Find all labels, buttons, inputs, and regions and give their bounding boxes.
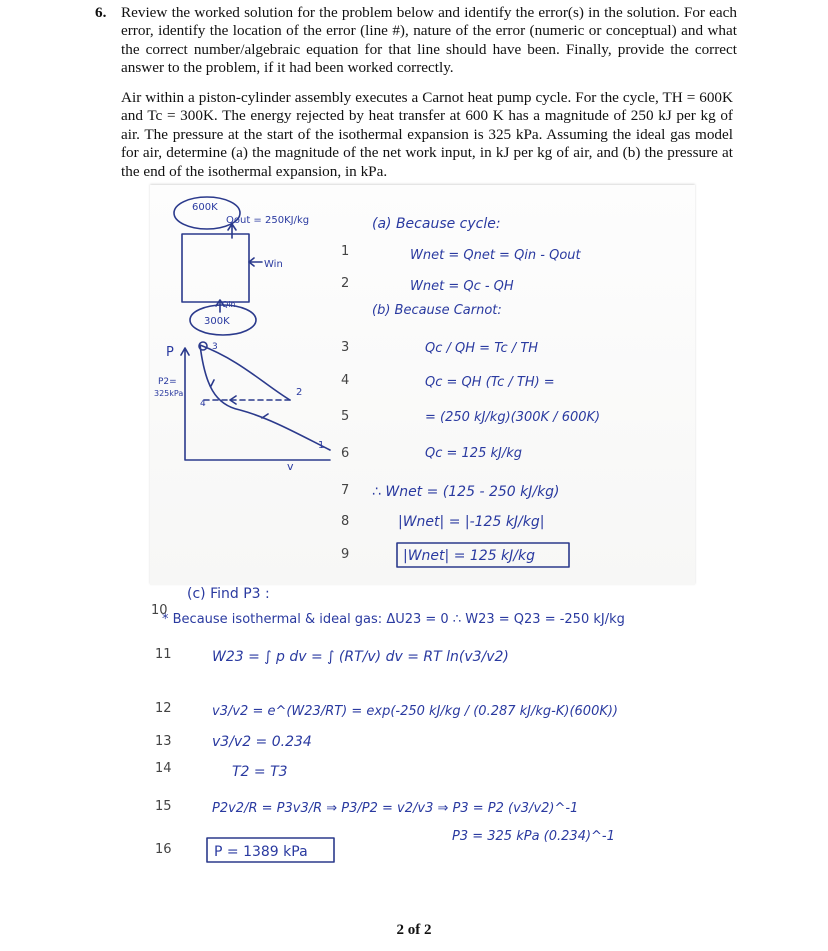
- part-a-heading: (a) Because cycle:: [372, 216, 501, 232]
- q-out-label: Qout = 250KJ/kg: [226, 215, 310, 226]
- v-axis-label: v: [287, 460, 294, 473]
- hot-reservoir-label: 600K: [192, 202, 218, 213]
- line-number: 16: [155, 842, 172, 857]
- solution-line-6: Qc = 125 kJ/kg: [425, 446, 523, 461]
- solution-line-15b: P3 = 325 kPa (0.234)^-1: [452, 829, 615, 844]
- line-number: 10: [151, 603, 168, 618]
- p2-value: 325kPa: [154, 389, 184, 398]
- solution-line-12: v3/v2 = e^(W23/RT) = exp(-250 kJ/kg / (0.287 kJ/kg-K)(600K)): [212, 704, 619, 719]
- solution-line-2: Wnet = Qc - QH: [410, 279, 514, 294]
- question-number: 6.: [95, 4, 107, 21]
- solution-line-16: P = 1389 kPa: [214, 844, 308, 860]
- line-number: 2: [341, 276, 350, 291]
- p2-label: P2=: [158, 377, 177, 387]
- state-3-label: 3: [212, 342, 218, 352]
- q-in-label: Qin: [222, 300, 236, 309]
- line-number: 5: [341, 409, 350, 424]
- line-number: 11: [155, 647, 172, 662]
- solution-line-14: T2 = T3: [232, 764, 288, 780]
- heat-pump-device: [182, 234, 249, 302]
- line-number: 6: [341, 446, 350, 461]
- p-axis-label: P: [166, 345, 174, 360]
- isotherm-process: [200, 345, 330, 450]
- part-c-heading: (c) Find P3 :: [187, 586, 270, 602]
- solution-line-1: Wnet = Qnet = Qin - Qout: [410, 248, 581, 263]
- state-4-label: 4: [200, 399, 206, 409]
- line-number: 3: [341, 340, 350, 355]
- solution-line-7: ∴ Wnet = (125 - 250 kJ/kg): [372, 484, 560, 500]
- solution-line-4: Qc = QH (Tc / TH) =: [425, 375, 555, 390]
- page-footer: 2 of 2: [396, 922, 432, 938]
- question-instructions: Review the worked solution for the problem below and identify the error(s) in the solution. For each error, identify the location of the error (line #), nature of the error (numeric or conceptual) and what the correct number/algebraic equation for that line should have been. Finally, provide the correct answer to the problem, if it had been worked correctly.: [121, 4, 737, 77]
- line-number: 13: [155, 734, 172, 749]
- line-number: 7: [341, 483, 350, 498]
- part-b-heading: (b) Because Carnot:: [372, 303, 502, 318]
- cold-reservoir-label: 300K: [204, 316, 230, 327]
- line-number: 9: [341, 547, 350, 562]
- solution-line-9: |Wnet| = 125 kJ/kg: [403, 548, 536, 564]
- line-number: 12: [155, 701, 172, 716]
- q-out-arrow: [228, 224, 236, 238]
- line-number: 1: [341, 244, 350, 259]
- line-number: 15: [155, 799, 172, 814]
- problem-statement: Air within a piston-cylinder assembly executes a Carnot heat pump cycle. For the cycle, TH = 600K and Tc = 300K. The energy rejected by heat transfer at 600 K has a magnitude of 250 kJ per kg of air. The pressure at the start of the isothermal expansion is 325 kPa. Assuming the ideal gas model for air, determine (a) the magnitude of the net work input, in kJ per kg of air, and (b) the pressure at the end of the isothermal expansion, in kPa.: [121, 89, 733, 180]
- line-number: 4: [341, 373, 350, 388]
- solution-line-3: Qc / QH = Tc / TH: [425, 341, 539, 356]
- w-in-arrow: [249, 258, 262, 266]
- solution-line-13: v3/v2 = 0.234: [212, 734, 312, 750]
- state-1-label: 1: [318, 440, 325, 451]
- line-number: 14: [155, 761, 172, 776]
- state-2-label: 2: [296, 387, 303, 398]
- solution-line-5: = (250 kJ/kg)(300K / 600K): [425, 410, 601, 425]
- solution-line-8: |Wnet| = |-125 kJ/kg|: [398, 514, 545, 530]
- solution-line-11: W23 = ∫ p dv = ∫ (RT/v) dv = RT ln(v3/v2): [212, 649, 509, 665]
- w-in-label: Win: [264, 259, 283, 270]
- solution-line-15: P2v2/R = P3v3/R ⇒ P3/P2 = v2/v3 ⇒ P3 = P2 (v3/v2)^-1: [212, 801, 579, 816]
- line-number: 8: [341, 514, 350, 529]
- solution-line-10: * Because isothermal & ideal gas: ΔU23 = 0 ∴ W23 = Q23 = -250 kJ/kg: [162, 612, 625, 627]
